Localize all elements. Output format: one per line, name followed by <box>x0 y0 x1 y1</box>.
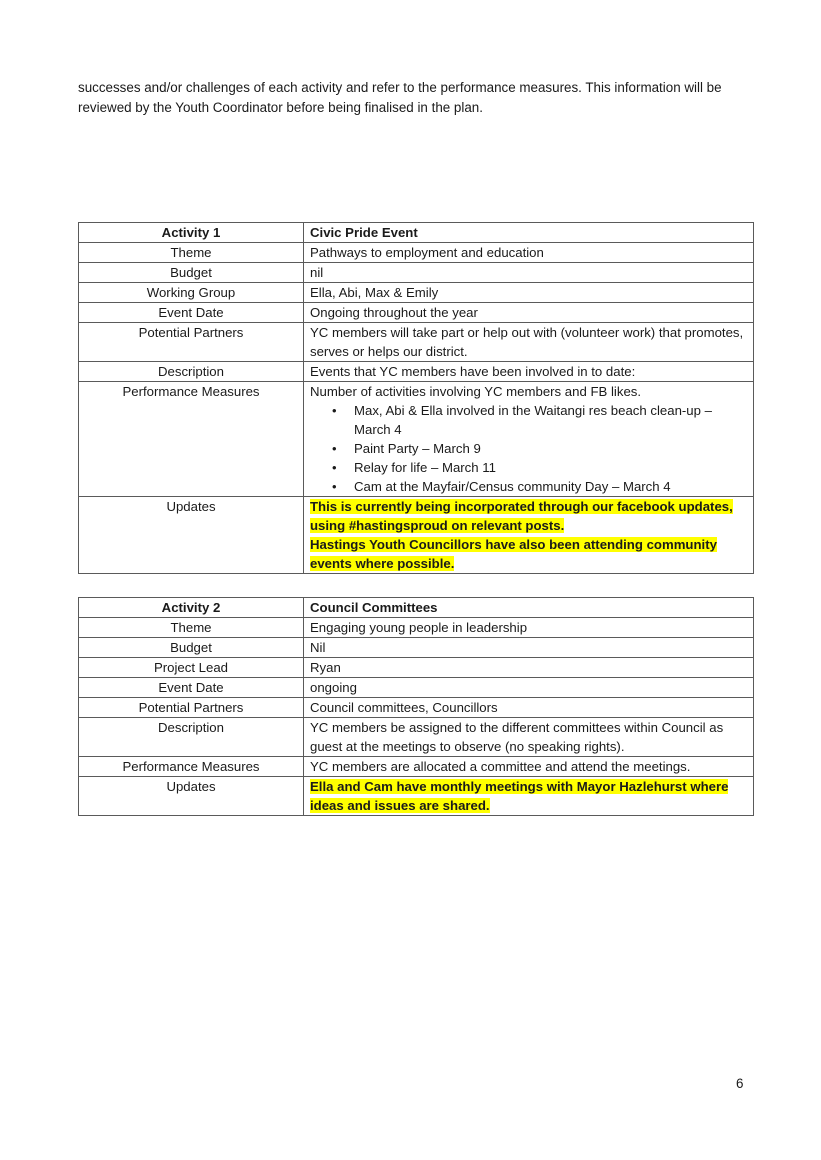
table-row <box>79 323 754 362</box>
row-label: Potential Partners <box>79 323 304 362</box>
table-row <box>79 718 754 757</box>
table-row <box>79 757 754 777</box>
row-value: YC members will take part or help out with (volunteer work) that promotes, serves or helps our district. <box>304 323 754 362</box>
row-label: Working Group <box>79 283 304 303</box>
row-label: Budget <box>79 638 304 658</box>
row-value: Pathways to employment and education <box>304 243 754 263</box>
row-label: Project Lead <box>79 658 304 678</box>
table-row <box>79 362 754 382</box>
table-row <box>79 497 754 574</box>
table-row <box>79 303 754 323</box>
row-value: nil <box>304 263 754 283</box>
activity-1-table <box>78 222 754 574</box>
table-header-row <box>79 598 754 618</box>
highlighted-update: This is currently being incorporated through our facebook updates, using #hastingsproud on relevant posts. <box>310 499 733 533</box>
list-item: • Relay for life – March 11 <box>354 458 747 477</box>
performance-list <box>310 401 747 496</box>
performance-measures-cell <box>304 382 754 497</box>
table-row <box>79 658 754 678</box>
row-value: Ryan <box>304 658 754 678</box>
row-value: ongoing <box>304 678 754 698</box>
table-row <box>79 678 754 698</box>
activity-label: Activity 2 <box>79 598 304 618</box>
row-value: YC members are allocated a committee and attend the meetings. <box>304 757 754 777</box>
table-row <box>79 777 754 816</box>
row-value: YC members be assigned to the different committees within Council as guest at the meetings to observe (no speaking rights). <box>304 718 754 757</box>
activity-title: Civic Pride Event <box>304 223 754 243</box>
activity-2-table <box>78 597 754 816</box>
row-label: Updates <box>79 497 304 574</box>
updates-cell <box>304 777 754 816</box>
row-value: Nil <box>304 638 754 658</box>
row-label: Description <box>79 718 304 757</box>
table-row <box>79 263 754 283</box>
row-label: Event Date <box>79 303 304 323</box>
row-label: Performance Measures <box>79 382 304 497</box>
row-label: Description <box>79 362 304 382</box>
row-value: Ella, Abi, Max & Emily <box>304 283 754 303</box>
table-row <box>79 698 754 718</box>
activity-label: Activity 1 <box>79 223 304 243</box>
row-label: Updates <box>79 777 304 816</box>
row-label: Event Date <box>79 678 304 698</box>
highlighted-update: Ella and Cam have monthly meetings with Mayor Hazlehurst where ideas and issues are shared. <box>310 779 729 813</box>
intro-paragraph: successes and/or challenges of each activity and refer to the performance measures. This information will be reviewed by the Youth Coordinator before being finalised in the plan. <box>78 80 722 115</box>
list-item: • Max, Abi & Ella involved in the Waitangi res beach clean-up – March 4 <box>354 401 747 439</box>
page-number: 6 <box>736 1076 744 1091</box>
activity-title: Council Committees <box>304 598 754 618</box>
table-row <box>79 243 754 263</box>
updates-cell <box>304 497 754 574</box>
list-item: • Paint Party – March 9 <box>354 439 747 458</box>
highlighted-update: Hastings Youth Councillors have also been attending community events where possible. <box>310 537 717 571</box>
row-value: Events that YC members have been involved in to date: <box>304 362 754 382</box>
table-row <box>79 283 754 303</box>
table-header-row <box>79 223 754 243</box>
table-row <box>79 618 754 638</box>
row-value: Ongoing throughout the year <box>304 303 754 323</box>
row-label: Budget <box>79 263 304 283</box>
row-label: Theme <box>79 618 304 638</box>
table-row <box>79 382 754 497</box>
row-value: Council committees, Councillors <box>304 698 754 718</box>
list-item: • Cam at the Mayfair/Census community Day – March 4 <box>354 477 747 496</box>
row-label: Performance Measures <box>79 757 304 777</box>
row-value: Engaging young people in leadership <box>304 618 754 638</box>
row-label: Theme <box>79 243 304 263</box>
row-label: Potential Partners <box>79 698 304 718</box>
table-row <box>79 638 754 658</box>
performance-intro: Number of activities involving YC members and FB likes. <box>310 384 642 399</box>
